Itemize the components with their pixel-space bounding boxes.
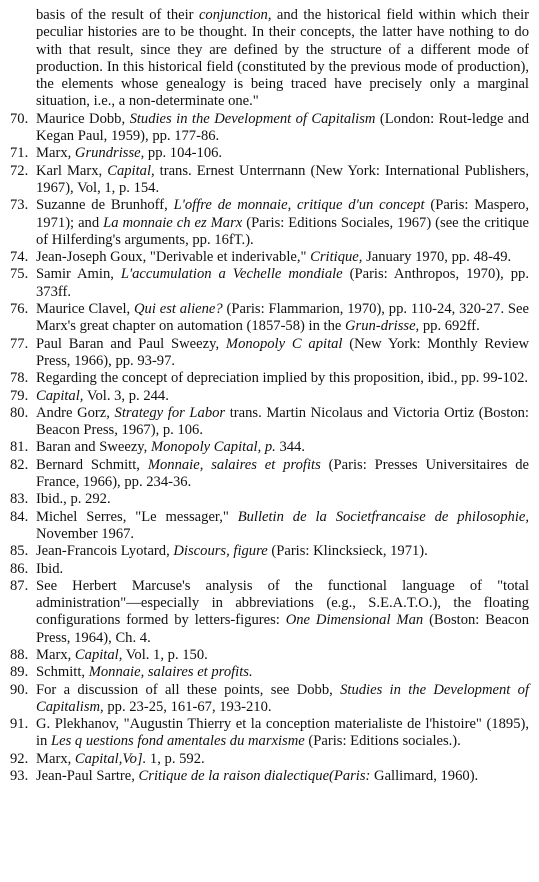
italic-title: Capital,Vo]. <box>74 750 147 767</box>
continuation-paragraph <box>36 7 529 111</box>
text-run: Andre Gorz, <box>36 404 115 421</box>
text-run: G. Plekhanov, "Augustin Thierry et la conception materialiste de l'histoire" (1895), in <box>36 716 529 750</box>
text-run: trans. Martin Nicolaus and Victoria Ortiz (Boston: Beacon Press, 1967), p. 106. <box>36 404 529 439</box>
endnote-number: 89. <box>10 664 29 681</box>
endnote-text <box>36 145 222 161</box>
text-run: (Paris: Anthropos, 1970), pp. 373ff. <box>36 266 529 300</box>
endnote-number: 86. <box>10 560 29 577</box>
text-run: Karl Marx, <box>36 162 108 179</box>
italic-title: Les q uestions fond amentales du marxisme <box>51 733 305 750</box>
italic-title: Studies in the Development of Capitalism <box>129 110 376 127</box>
text-run: Michel Serres, "Le messager," <box>36 508 238 525</box>
endnote-item <box>10 509 529 544</box>
text-run: For a discussion of all these points, see Dobb, <box>36 681 341 698</box>
endnote-item <box>10 266 529 301</box>
text-run: (Paris: Flammarion, 1970), pp. 110-24, 320-27. See Marx's great chapter on automation (1857-58) in the <box>36 301 529 335</box>
italic-title: L'accumulation a Vechelle mondiale <box>120 266 343 283</box>
italic-title: Capital, <box>107 162 155 179</box>
endnote-number: 72. <box>10 162 29 179</box>
text-run: Regarding the concept of depreciation implied by this proposition, ibid., pp. 99-102. <box>36 370 529 387</box>
italic-title: conjunction, <box>198 7 272 23</box>
endnote-text <box>36 578 529 646</box>
endnote-number: 93. <box>10 768 29 785</box>
italic-title: Monopoly C apital <box>225 335 343 352</box>
italic-title: Capital, <box>74 646 123 663</box>
endnote-text <box>36 509 529 542</box>
text-run: Suzanne de Brunhoff, <box>36 197 174 214</box>
text-run: January 1970, pp. 48-49. <box>362 249 512 266</box>
italic-title: La monnaie ch ez Marx <box>103 214 243 231</box>
text-run: Paul Baran and Paul Sweezy, <box>36 335 226 352</box>
endnote-item <box>10 197 529 249</box>
endnote-number: 78. <box>10 370 29 387</box>
endnote-item <box>10 439 529 456</box>
text-run: Baran and Sweezy, <box>36 439 151 456</box>
text-run: November 1967. <box>36 525 135 542</box>
endnote-text <box>36 197 529 248</box>
endnote-text <box>36 163 529 196</box>
endnote-text <box>36 405 529 438</box>
endnote-text <box>36 751 205 767</box>
italic-title: Bulletin de la Societfrancaise de philosophie, <box>237 508 529 525</box>
endnote-number: 76. <box>10 301 29 318</box>
text-run: (New York: Monthly Review Press, 1966), pp. 93-97. <box>36 335 530 369</box>
endnote-number: 83. <box>10 491 29 508</box>
text-run: Jean-Paul Sartre, <box>36 768 139 785</box>
italic-title: Studies in the Development of Capitalism, <box>36 681 529 715</box>
italic-title: Capital, <box>36 387 84 404</box>
endnote-item <box>10 768 529 785</box>
text-run: 344. <box>275 439 305 456</box>
endnote-text <box>36 768 478 784</box>
italic-title: Monnaie, salaires et profits <box>147 456 321 473</box>
endnote-number: 77. <box>10 335 29 352</box>
endnote-item <box>10 491 529 508</box>
text-run: Bernard Schmitt, <box>36 456 148 473</box>
text-run: Jean-Francois Lyotard, <box>36 543 174 560</box>
text-run: (London: Rout-ledge and Kegan Paul, 1959), pp. 177-86. <box>36 110 529 145</box>
italic-title: Discours, figure <box>173 543 268 560</box>
text-run: Ibid., p. 292. <box>36 491 111 508</box>
endnote-item <box>10 457 529 492</box>
text-run: pp. 23-25, 161-67, 193-210. <box>103 698 272 715</box>
endnote-number: 92. <box>10 750 29 767</box>
endnote-text <box>36 249 511 265</box>
text-run: Ibid. <box>36 560 64 577</box>
endnote-number: 90. <box>10 681 29 698</box>
endnote-item <box>10 647 529 664</box>
endnote-text <box>36 664 253 680</box>
italic-title: Grundrisse, <box>74 145 145 162</box>
italic-title: Monnaie, salaires et profits. <box>88 664 253 681</box>
endnote-text <box>36 561 63 577</box>
text-run: Marx, <box>36 145 75 162</box>
endnote-item <box>10 751 529 768</box>
endnote-text <box>36 388 169 404</box>
endnote-item <box>10 301 529 336</box>
endnote-item <box>10 370 529 387</box>
italic-title: Strategy for Labor <box>114 404 226 421</box>
endnote-number: 84. <box>10 508 29 525</box>
text-run: 1, p. 592. <box>146 750 205 767</box>
text-run: (Paris: Klincksieck, 1971). <box>267 543 428 560</box>
endnotes-list <box>10 111 529 786</box>
endnote-number: 91. <box>10 716 29 733</box>
endnote-item <box>10 388 529 405</box>
italic-title: Grun-drisse, <box>345 318 420 335</box>
endnote-text <box>36 457 529 490</box>
italic-title: Monopoly Capital, p. <box>150 439 276 456</box>
endnote-number: 75. <box>10 266 29 283</box>
text-run: (Paris: Maspero, 1971); and <box>36 197 529 231</box>
endnote-item <box>10 145 529 162</box>
text-run: (Paris: Editions Sociales, 1967) (see the critique of Hilferding's arguments, pp. 16fT.). <box>36 214 530 248</box>
italic-title: Critique de la raison dialectique(Paris: <box>138 768 371 785</box>
endnote-text <box>36 439 305 455</box>
endnote-text <box>36 716 529 749</box>
endnote-number: 88. <box>10 646 29 663</box>
endnote-number: 79. <box>10 387 29 404</box>
text-run: Gallimard, 1960). <box>370 768 479 785</box>
endnote-text <box>36 111 529 144</box>
endnote-item <box>10 716 529 751</box>
text-run: pp. 692ff. <box>419 318 480 335</box>
text-run: Vol. 1, p. 150. <box>122 646 208 663</box>
text-run: Maurice Dobb, <box>36 110 130 127</box>
text-run: pp. 104-106. <box>144 145 223 162</box>
text-run: See Herbert Marcuse's analysis of the functional language of "total administration"—especially in abbreviations (e.g., S.E.A.T.O.), the floating configurations formed by letters-figures: <box>36 577 529 629</box>
italic-title: L'offre de monnaie, critique d'un concept <box>173 197 425 214</box>
italic-title: Critique, <box>310 249 363 266</box>
endnote-item <box>10 543 529 560</box>
endnote-item <box>10 249 529 266</box>
text-run: and the historical field within which their peculiar histories are to be thought. In their concepts, the latter have nothing to do with that result, since they are defined by the structure of a different mode of production. In this historical field (constituted by the previous mode of production), the elements whose genealogy is being traced have precisely only a marginal situation, i.e., a non-determinate one." <box>36 7 529 110</box>
text-run: trans. Ernest Unterrnann (New York: International Publishers, 1967), Vol, 1, p. 154. <box>36 162 529 196</box>
endnote-item <box>10 405 529 440</box>
endnote-item <box>10 664 529 681</box>
text-run: (Boston: Beacon Press, 1964), Ch. 4. <box>36 612 529 646</box>
endnote-number: 74. <box>10 249 29 266</box>
endnote-number: 87. <box>10 577 29 594</box>
endnote-number: 81. <box>10 439 29 456</box>
endnote-number: 73. <box>10 197 29 214</box>
text-run: Maurice Clavel, <box>36 301 135 318</box>
text-run: Vol. 3, p. 244. <box>83 387 169 404</box>
endnote-item <box>10 578 529 647</box>
italic-title: Qui est aliene? <box>134 301 223 318</box>
endnote-text <box>36 543 428 559</box>
endnote-number: 71. <box>10 145 29 162</box>
endnote-text <box>36 266 529 299</box>
endnote-item <box>10 111 529 146</box>
endnote-text <box>36 301 529 334</box>
endnote-text <box>36 682 529 715</box>
endnote-number: 80. <box>10 404 29 421</box>
endnote-text <box>36 647 208 663</box>
endnote-number: 85. <box>10 543 29 560</box>
endnote-item <box>10 163 529 198</box>
endnote-number: 70. <box>10 110 29 127</box>
text-run: (Paris: Presses Universitaires de France, 1966), pp. 234-36. <box>36 456 529 491</box>
endnote-item <box>10 682 529 717</box>
endnote-text <box>36 491 111 507</box>
text-run: Samir Amin, <box>36 266 121 283</box>
endnote-text <box>36 336 529 369</box>
text-run: Jean-Joseph Goux, "Derivable et inderivable," <box>36 249 311 266</box>
text-run: (Paris: Editions sociales.). <box>304 733 461 750</box>
endnote-item <box>10 561 529 578</box>
text-run: Marx, <box>36 646 75 663</box>
italic-title: One Dimensional Man <box>285 612 424 629</box>
endnote-item <box>10 336 529 371</box>
text-run: Schmitt, <box>36 664 89 681</box>
endnote-number: 82. <box>10 456 29 473</box>
text-run: Marx, <box>36 750 75 767</box>
endnote-text <box>36 370 528 386</box>
text-run: basis of the result of their <box>36 7 199 23</box>
